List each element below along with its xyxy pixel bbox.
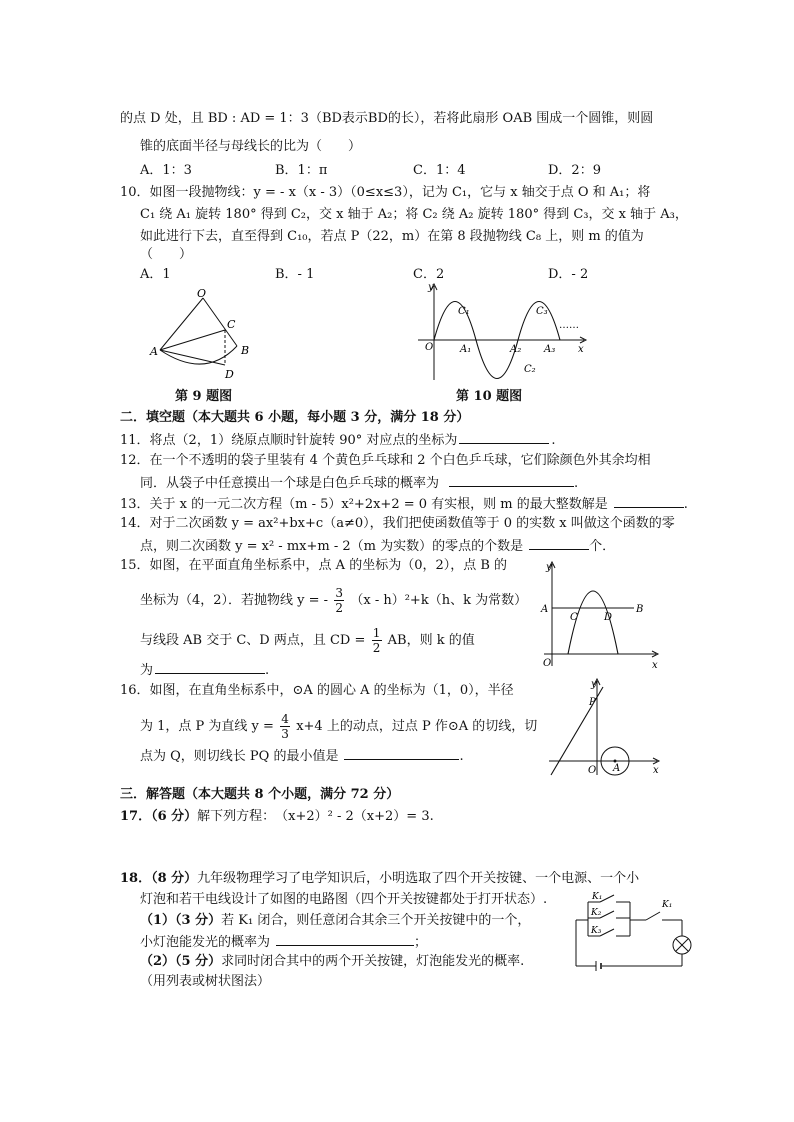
- fig15-label-o: O: [543, 658, 552, 669]
- q15-line4: 为 .: [140, 660, 269, 680]
- q16-line1: 16．如图，在直角坐标系中，⊙A 的圆心 A 的坐标为（1，0），半径: [120, 683, 514, 698]
- q14-line1: 14．对于二次函数 y = ax²+bx+c（a≠0），我们把使函数值等于 0 的实数 x 叫做这个函数的零: [120, 516, 675, 531]
- q15-line1: 15．如图，在平面直角坐标系中，点 A 的坐标为（0，2），点 B 的: [120, 558, 508, 573]
- q15-line2: 坐标为（4，2）．若抛物线 y = - $\frac{3}{2}$ （x - h）²+k（h、k 为常数）: [140, 586, 528, 615]
- fig10-label-c3: C₃: [536, 306, 548, 317]
- q16-frac-den: 3: [281, 727, 289, 741]
- q15-frac-num: 3: [335, 586, 344, 600]
- section-2-heading: 二．填空题（本大题共 6 小题，每小题 3 分，满分 18 分）: [120, 410, 470, 425]
- fig15-label-y: y: [546, 562, 552, 573]
- fig16-label-y: y: [591, 679, 597, 690]
- q10-option-b: B．- 1: [275, 267, 315, 282]
- figure-15-parabola: [538, 558, 663, 673]
- q18-part1-b: 小灯泡能发光的概率为 ；: [140, 932, 427, 952]
- fig16-label-p: P: [589, 697, 596, 708]
- q9-line2: 锥的底面半径与母线长的比为（ ）: [140, 139, 362, 154]
- fig15-label-b: B: [636, 604, 644, 615]
- q14-line2: 点，则二次函数 y = x² - mx+m - 2（m 为实数）的零点的个数是 个．: [140, 536, 615, 556]
- q9-option-a: A．1：3: [140, 163, 192, 178]
- q9-line1: 的点 D 处，且 BD : AD = 1：3（BD表示BD的长），若将此扇形 OAB 围成一个圆锥，则圆: [120, 111, 654, 126]
- q10-line2: C₁ 绕 A₁ 旋转 180° 得到 C₂，交 x 轴于 A₂；将 C₂ 绕 A₂ 旋转 180° 得到 C₃，交 x 轴于 A₃，: [140, 207, 688, 222]
- fig9-label-d: D: [225, 368, 234, 381]
- q18-line1: 18．（8 分）九年级物理学习了电学知识后，小明选取了四个开关按键、一个电源、一个小: [120, 871, 640, 886]
- q10-line1: 10．如图一段抛物线：y = - x（x - 3）（0≤x≤3），记为 C₁，它与 x 轴交于点 O 和 A₁；将: [120, 185, 651, 200]
- fig15-label-a: A: [541, 604, 549, 615]
- fig10-label-a2: A₂: [510, 344, 522, 355]
- fig18-label-k2: K₂: [591, 908, 602, 918]
- q16-frac-num: 4: [281, 712, 289, 726]
- fig10-label-a1: A₁: [460, 344, 472, 355]
- q17: 17．（6 分）解下列方程： （x+2）² - 2（x+2）= 3.: [120, 809, 434, 824]
- q12-line2: 同．从袋子中任意摸出一个球是白色乒乓球的概率为 .: [140, 473, 578, 493]
- fig10-caption: 第 10 题图: [456, 389, 523, 404]
- fig9-label-o: O: [197, 288, 207, 300]
- q10-line4: （ ）: [140, 247, 193, 262]
- fig9-label-a: A: [150, 345, 158, 358]
- q18-part1-a: （1）（3 分）若 K₁ 闭合，则任意闭合其余三个开关按键中的一个，: [140, 913, 531, 928]
- fig15-label-x: x: [652, 660, 658, 671]
- q18-part2: （2）（5 分）求同时闭合其中的两个开关按键，灯泡能发光的概率.: [140, 954, 525, 969]
- q9-option-b: B．1：π: [275, 163, 328, 178]
- q10-option-d: D．- 2: [548, 267, 589, 282]
- fig18-label-k3: K₃: [591, 926, 602, 936]
- figure-16-circle-line: [545, 675, 665, 780]
- q10-option-c: C．2: [413, 267, 445, 282]
- q15-frac2-den: 2: [372, 641, 381, 655]
- q18-part3: （用列表或树状图法）: [140, 974, 271, 989]
- fig9-label-b: B: [241, 344, 250, 357]
- fig9-label-c: C: [227, 318, 236, 331]
- q10-option-a: A．1: [140, 267, 171, 282]
- q9-option-c: C．1：4: [413, 163, 466, 178]
- fig10-label-a3: A₃: [544, 344, 556, 355]
- fig10-label-y: y: [428, 282, 434, 293]
- fig10-label-c2: C₂: [524, 364, 536, 375]
- fig15-label-d: D: [604, 612, 613, 623]
- q11: 11．将点（2，1）绕原点顺时针旋转 90° 对应点的坐标为 .: [120, 430, 556, 450]
- fig10-label-x: x: [578, 344, 584, 355]
- figure-9-sector: [145, 288, 265, 383]
- q12-line1: 12．在一个不透明的袋子里装有 4 个黄色乒乓球和 2 个白色乒乓球，它们除颜色外其余均相: [120, 453, 651, 468]
- fig18-label-k1-right: K₁: [662, 900, 673, 910]
- fig9-caption: 第 9 题图: [175, 389, 233, 404]
- fig10-label-o: O: [425, 342, 434, 353]
- q13: 13．关于 x 的一元二次方程（m - 5）x²+2x+2 = 0 有实根，则 m 的最大整数解是 .: [120, 494, 688, 514]
- q15-frac2-num: 1: [372, 626, 381, 640]
- figure-18-circuit: [568, 890, 698, 972]
- figure-10-parabolas: [412, 278, 592, 383]
- fig10-label-c1: C₁: [458, 306, 470, 317]
- fig16-label-a: A: [613, 763, 621, 774]
- fig16-label-x: x: [653, 765, 659, 776]
- q9-option-d: D．2：9: [548, 163, 601, 178]
- fig15-label-c: C: [570, 612, 578, 623]
- q16-line3: 点为 Q，则切线长 PQ 的最小值是 .: [140, 746, 464, 766]
- q15-line3: 与线段 AB 交于 C、D 两点，且 CD = $\frac{1}{2}$ AB，则 k 的值: [140, 626, 475, 655]
- q16-line2: 为 1，点 P 为直线 y = $\frac{4}{3}$ x+4 上的动点，过点 P 作⊙A 的切线，切: [140, 712, 538, 741]
- fig16-label-o: O: [588, 765, 597, 776]
- section-3-heading: 三．解答题（本大题共 8 个小题，满分 72 分）: [120, 787, 400, 802]
- q18-line2: 灯泡和若干电线设计了如图的电路图（四个开关按键都处于打开状态）.: [140, 892, 548, 907]
- q10-line3: 如此进行下去，直至得到 C₁₀，若点 P（22，m）在第 8 段抛物线 C₈ 上，则 m 的值为: [140, 229, 644, 244]
- q15-frac-den: 2: [335, 601, 344, 615]
- fig18-label-k1-top: K₁: [592, 892, 603, 902]
- fig10-label-dots: ……: [559, 320, 579, 331]
